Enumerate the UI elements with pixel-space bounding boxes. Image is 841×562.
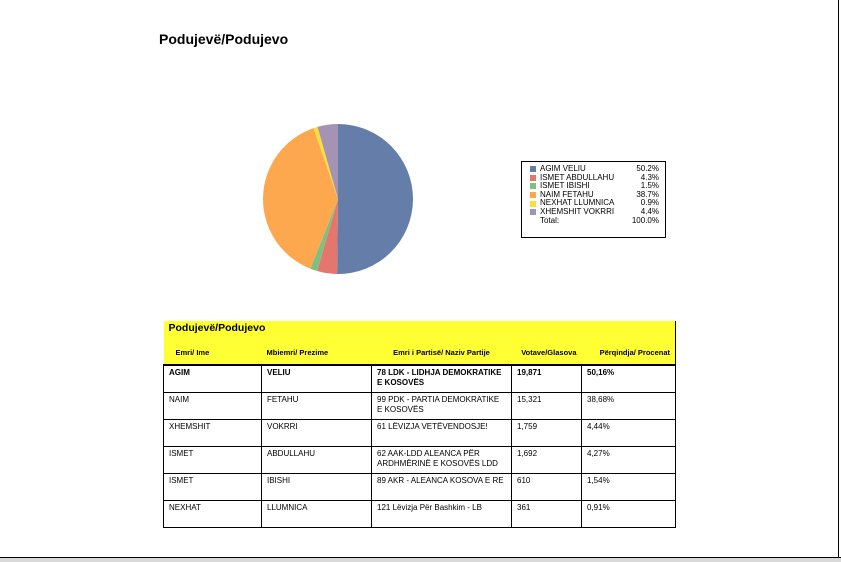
cell-party: 78 LDK - LIDHJA DEMOKRATIKE E KOSOVËS xyxy=(372,365,512,393)
cell-votes: 361 xyxy=(512,501,582,528)
results-table xyxy=(163,321,676,528)
cell-party: 62 AAK-LDD ALEANCA PËR ARDHMËRINË E KOSOVËS LDD xyxy=(372,447,512,474)
table-row xyxy=(164,474,676,501)
cell-percent: 1,54% xyxy=(582,474,676,501)
table-row xyxy=(164,447,676,474)
cell-votes: 1,692 xyxy=(512,447,582,474)
cell-first-name: ISMET xyxy=(164,447,262,474)
cell-last-name: VELIU xyxy=(262,365,372,393)
cell-last-name: FETAHU xyxy=(262,393,372,420)
page-title: Podujevë/Podujevo xyxy=(159,31,289,47)
cell-party: 121 Lëvizja Për Bashkim - LB xyxy=(372,501,512,528)
table-row xyxy=(164,393,676,420)
page-shadow xyxy=(0,558,841,562)
legend-swatch xyxy=(530,175,536,181)
legend-value: 1.5% xyxy=(640,181,659,191)
legend-total-value: 100.0% xyxy=(631,215,659,225)
legend-swatch xyxy=(530,166,536,172)
cell-votes: 15,321 xyxy=(512,393,582,420)
legend-total xyxy=(530,217,659,226)
cell-percent: 4,27% xyxy=(582,447,676,474)
cell-votes: 19,871 xyxy=(512,365,582,393)
cell-first-name: AGIM xyxy=(164,365,262,393)
cell-first-name: NEXHAT xyxy=(164,501,262,528)
table-title-row xyxy=(164,321,676,346)
cell-first-name: ISMET xyxy=(164,474,262,501)
legend-label: XHEMSHIT VOKRRI xyxy=(540,206,615,216)
chart-legend xyxy=(521,161,666,238)
pie-chart xyxy=(262,123,414,275)
cell-first-name: NAIM xyxy=(164,393,262,420)
cell-votes: 1,759 xyxy=(512,420,582,447)
cell-last-name: IBISHI xyxy=(262,474,372,501)
cell-last-name: ABDULLAHU xyxy=(262,447,372,474)
legend-label: ISMET ABDULLAHU xyxy=(540,172,615,182)
legend-label: NEXHAT LLUMNICA xyxy=(540,198,615,208)
legend-swatch xyxy=(530,209,536,215)
cell-percent: 0,91% xyxy=(582,501,676,528)
legend-swatch xyxy=(530,192,536,198)
cell-party: 89 AKR - ALEANCA KOSOVA E RE xyxy=(372,474,512,501)
cell-percent: 50,16% xyxy=(582,365,676,393)
legend-swatch xyxy=(530,183,536,189)
legend-swatch-blank xyxy=(530,218,536,224)
table-row xyxy=(164,365,676,393)
cell-party: 61 LËVIZJA VETËVENDOSJE! xyxy=(372,420,512,447)
cell-percent: 4,44% xyxy=(582,420,676,447)
cell-party: 99 PDK - PARTIA DEMOKRATIKE E KOSOVËS xyxy=(372,393,512,420)
col-header-first-name: Emri/ Ime xyxy=(164,346,262,365)
col-header-percent: Përqindja/ Procenat xyxy=(582,346,676,365)
col-header-last-name: Mbiemri/ Prezime xyxy=(262,346,372,365)
col-header-party: Emri i Partisë/ Naziv Partije xyxy=(372,346,512,365)
cell-votes: 610 xyxy=(512,474,582,501)
legend-label: AGIM VELIU xyxy=(540,164,586,173)
legend-total-label: Total: xyxy=(540,215,560,225)
table-row xyxy=(164,501,676,528)
page-edge-right xyxy=(838,0,839,562)
cell-last-name: LLUMNICA xyxy=(262,501,372,528)
legend-value: 50.2% xyxy=(636,164,659,173)
col-header-votes: Votave/Glasova xyxy=(512,346,582,365)
table-title: Podujevë/Podujevo xyxy=(164,321,676,346)
legend-value: 0.9% xyxy=(640,198,659,208)
table-header-row xyxy=(164,346,676,365)
legend-swatch xyxy=(530,201,536,207)
legend-value: 4.3% xyxy=(640,172,659,182)
legend-value: 38.7% xyxy=(636,189,659,199)
pie-slice xyxy=(337,124,413,274)
cell-last-name: VOKRRI xyxy=(262,420,372,447)
legend-label: ISMET IBISHI xyxy=(540,181,590,191)
table-row xyxy=(164,420,676,447)
legend-label: NAIM FETAHU xyxy=(540,189,594,199)
cell-first-name: XHEMSHIT xyxy=(164,420,262,447)
legend-value: 4.4% xyxy=(640,206,659,216)
cell-percent: 38,68% xyxy=(582,393,676,420)
